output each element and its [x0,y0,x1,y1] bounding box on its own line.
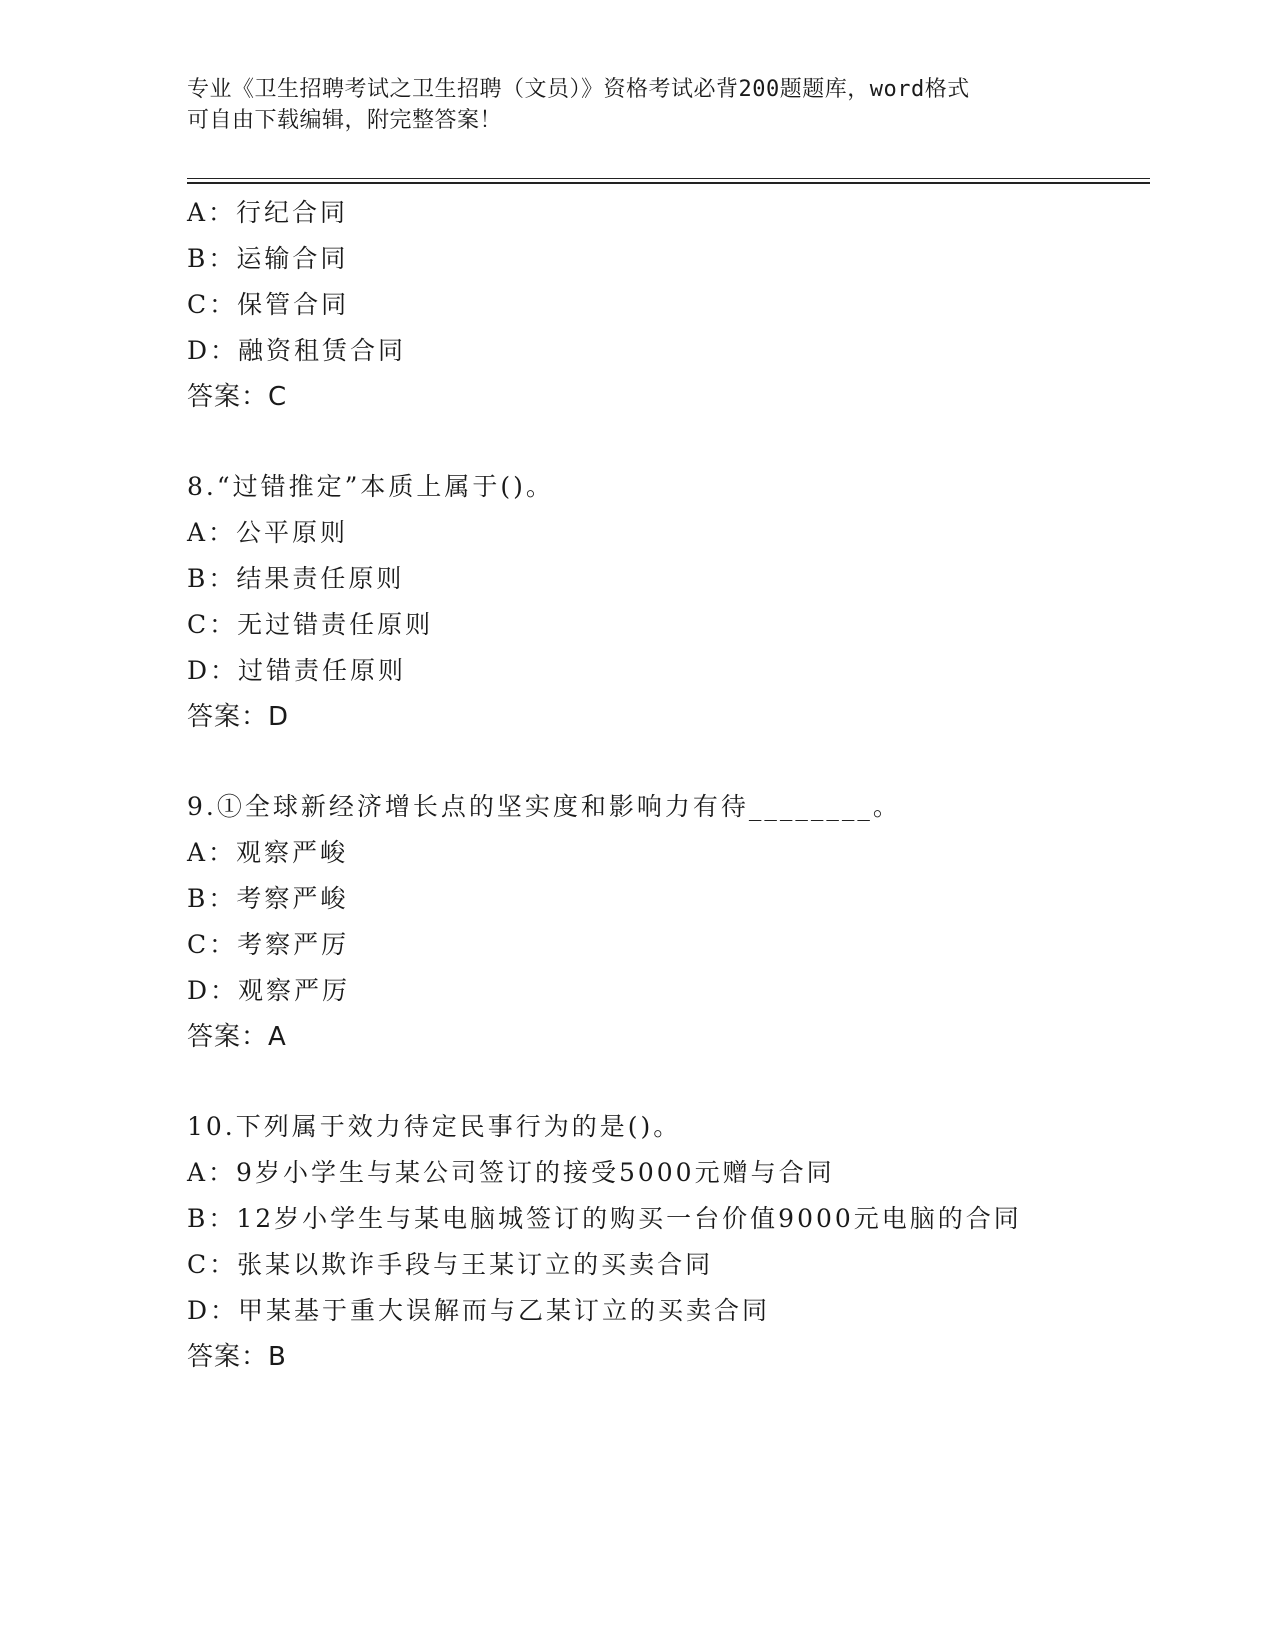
header-divider-thin [187,178,1150,179]
option-b: B：运输合同 [187,244,349,273]
option-c: C：保管合同 [187,290,350,319]
answer-line: 答案：C [187,382,288,412]
answer-line: 答案：D [187,702,290,732]
option-c: C：无过错责任原则 [187,610,434,639]
option-d: D：甲某基于重大误解而与乙某订立的买卖合同 [187,1296,771,1325]
question-block-8 [187,464,1187,740]
option-d: D：过错责任原则 [187,656,407,685]
option-d: D：观察严厉 [187,976,351,1005]
option-a: A：行纪合同 [187,198,349,227]
document-header [187,74,1087,136]
option-c: C：考察严厉 [187,930,350,959]
option-a: A：观察严峻 [187,838,349,867]
option-b: B：考察严峻 [187,884,349,913]
question-text: 8.“过错推定”本质上属于()。 [187,472,554,501]
question-text: 10.下列属于效力待定民事行为的是()。 [187,1112,682,1141]
question-block-10 [187,1104,1187,1380]
answer-line: 答案：A [187,1022,287,1052]
option-b: B：12岁小学生与某电脑城签订的购买一台价值9000元电脑的合同 [187,1204,1022,1233]
header-line-1: 专业《卫生招聘考试之卫生招聘（文员）》资格考试必背200题题库，word格式 [187,77,970,102]
option-b: B：结果责任原则 [187,564,405,593]
question-block-9 [187,784,1187,1060]
header-divider-thick [187,182,1150,184]
option-a: A：9岁小学生与某公司签订的接受5000元赠与合同 [187,1158,835,1187]
option-c: C：张某以欺诈手段与王某订立的买卖合同 [187,1250,714,1279]
question-text: 9.①全球新经济增长点的坚实度和影响力有待________。 [187,792,901,821]
question-block-7 [187,190,1187,420]
question-list [187,190,1187,1424]
answer-line: 答案：B [187,1342,287,1372]
header-line-2: 可自由下载编辑，附完整答案！ [187,108,503,133]
option-a: A：公平原则 [187,518,349,547]
option-d: D：融资租赁合同 [187,336,407,365]
